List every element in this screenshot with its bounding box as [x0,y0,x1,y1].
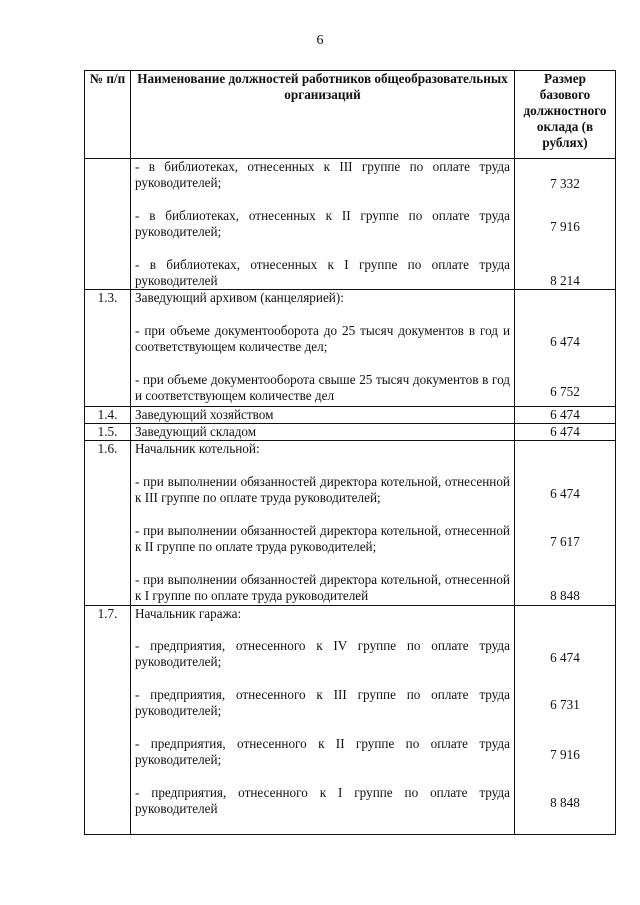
row-salary: 6 474 [515,424,616,441]
salary-value: 7 916 [550,747,580,762]
row-number [85,159,131,290]
header-salary-text: Размер базового должностного оклада (в рублях) [523,71,607,150]
row-number: 1.4. [85,407,131,424]
salary-table [84,70,616,835]
row-title: Начальник котельной: [135,441,260,456]
salary-value: 7 332 [550,176,580,191]
list-item: - при объеме документооборота свыше 25 тысяч документов в год и соответствующем количестве дел [135,372,510,403]
row-number: 1.7. [85,606,131,835]
row-salary [515,159,616,290]
table-row [85,407,616,424]
header-number-text: № п/п [89,71,126,86]
row-salary [515,290,616,407]
row-number: 1.6. [85,441,131,606]
list-item: - при выполнении обязанностей директора котельной, отнесенной к I группе по оплате труда руководителей [135,572,510,603]
row-description [131,606,515,835]
list-item: - предприятия, отнесенного к III группе по оплате труда руководителей; [135,687,510,718]
header-number [85,71,131,159]
table-row [85,290,616,407]
row-description [131,290,515,407]
salary-value: 8 848 [550,588,580,603]
row-title: Заведующий архивом (канцелярией): [135,290,344,305]
salary-value: 8 848 [550,795,580,810]
row-description: Заведующий складом [131,424,515,441]
header-name [131,71,515,159]
salary-value: 6 731 [550,697,580,712]
row-salary [515,606,616,835]
row-description [131,441,515,606]
salary-value: 7 617 [550,534,580,549]
row-number: 1.5. [85,424,131,441]
table-header-row [85,71,616,159]
list-item: - в библиотеках, отнесенных к III группе по оплате труда руководителей; [135,159,510,190]
list-item: - предприятия, отнесенного к I группе по оплате труда руководителей [135,785,510,816]
row-title: Начальник гаража: [135,606,242,621]
salary-value: 6 474 [550,650,580,665]
row-number: 1.3. [85,290,131,407]
header-name-text: Наименование должностей работников общеобразовательных организаций [137,71,508,102]
page-number: 6 [316,33,324,48]
table-row [85,424,616,441]
list-item: - предприятия, отнесенного к II группе по оплате труда руководителей; [135,736,510,767]
list-item: - при выполнении обязанностей директора котельной, отнесенной к III группе по оплате труда руководителей; [135,474,510,505]
salary-value: 6 474 [550,486,580,501]
list-item: - в библиотеках, отнесенных к II группе по оплате труда руководителей; [135,208,510,239]
salary-value: 7 916 [550,219,580,234]
row-description [131,159,515,290]
list-item: - предприятия, отнесенного к IV группе по оплате труда руководителей; [135,638,510,669]
salary-value: 6 474 [550,334,580,349]
salary-value: 8 214 [550,273,580,288]
table-row [85,159,616,290]
list-item: - при выполнении обязанностей директора котельной, отнесенной к II группе по оплате труда руководителей; [135,523,510,554]
table-row [85,441,616,606]
table-row [85,606,616,835]
row-salary: 6 474 [515,407,616,424]
row-description: Заведующий хозяйством [131,407,515,424]
row-salary [515,441,616,606]
list-item: - при объеме документооборота до 25 тысяч документов в год и соответствующем количестве дел; [135,323,510,354]
header-salary [515,71,616,159]
salary-value: 6 752 [550,384,580,399]
list-item: - в библиотеках, отнесенных к I группе по оплате труда руководителей [135,257,510,288]
